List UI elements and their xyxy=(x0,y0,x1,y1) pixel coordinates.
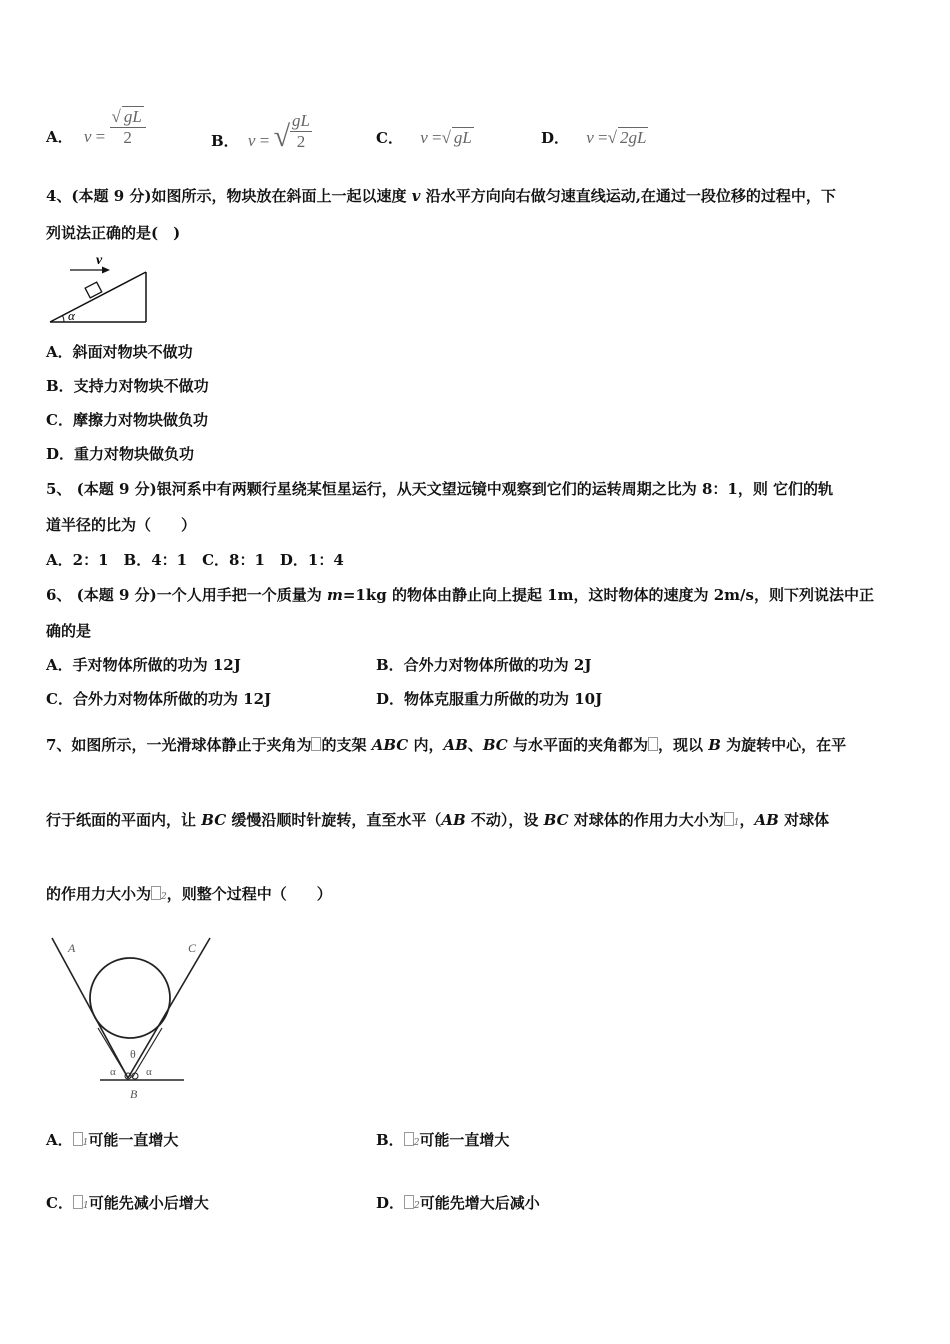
q3-option-a: A． v = $\frac{√ gL}{2}$ xyxy=(46,127,146,148)
q6-option-b: B．合外力对物体所做的功为 2J xyxy=(376,656,592,674)
q4-incline-figure xyxy=(46,250,156,328)
q7-option-c: C． 1可能先减小后增大 xyxy=(46,1194,209,1212)
q4-option-a: A．斜面对物块不做功 xyxy=(46,343,193,361)
placeholder-icon xyxy=(311,737,321,751)
formula-d: v =√ 2gL xyxy=(586,128,647,147)
q7-option-d: D． 2可能先增大后减小 xyxy=(376,1194,540,1212)
q7-option-a: A． 1可能一直增大 xyxy=(46,1131,179,1149)
placeholder-icon xyxy=(404,1132,414,1146)
q6-option-c: C．合外力对物体所做的功为 12J xyxy=(46,690,272,708)
placeholder-icon xyxy=(404,1195,414,1209)
q3-option-c: C． v =√ gL xyxy=(376,128,472,147)
q4-stem-line2: 列说法正确的是( ) xyxy=(46,224,181,242)
fig-label-alpha-right: α xyxy=(146,1066,152,1078)
placeholder-icon xyxy=(151,886,161,900)
q6-option-d: D．物体克服重力所做的功为 10J xyxy=(376,690,603,708)
q3-option-d: D． v =√ 2gL xyxy=(541,128,647,147)
fig-v-label: v xyxy=(96,253,103,268)
q5-stem-line2: 道半径的比为（ ） xyxy=(46,516,197,534)
placeholder-icon xyxy=(724,812,734,826)
fig-alpha-label: α xyxy=(68,308,75,323)
q4-stem-line1: 4、(本题 9 分)如图所示，物块放在斜面上一起以速度 v 沿水平方向向右做匀速直线运动,在通过一段位移的过程中，下 xyxy=(46,187,836,205)
q7-stem-line1: 7、如图所示，一光滑球体静止于夹角为 的支架 ABC 内，AB、BC 与水平面的夹角都为 ，现以 B 为旋转中心，在平 xyxy=(46,736,847,754)
q5-stem-line1: 5、 (本题 9 分)银河系中有两颗行星绕某恒星运行，从天文望远镜中观察到它们的运转周期之比为 8：1，则 它们的轨 xyxy=(46,480,834,498)
q3-option-b: B． v = √ $\frac{gL}{2}$ xyxy=(211,110,310,153)
q6-stem-line1: 6、 (本题 9 分)一个人用手把一个质量为 m=1kg 的物体由静止向上提起 1m，这时物体的速度为 2m/s，则下列说法中正 xyxy=(46,586,874,604)
formula-a: v = $\frac{√ gL}{2}$ xyxy=(84,127,146,146)
q4-option-c: C．摩擦力对物块做负功 xyxy=(46,411,208,429)
q4-option-d: D．重力对物块做负功 xyxy=(46,445,195,463)
fig-label-a: A xyxy=(68,941,76,955)
formula-b: v = √ $\frac{gL}{2}$ xyxy=(247,110,310,153)
fig-label-alpha-left: α xyxy=(110,1066,116,1078)
q6-stem-line2: 确的是 xyxy=(46,622,92,640)
fig-label-c: C xyxy=(188,941,197,955)
placeholder-icon xyxy=(73,1195,83,1209)
q5-options: A．2：1 B．4：1 C．8：1 D．1：4 xyxy=(46,551,344,569)
q7-stem-line3: 的作用力大小为 2，则整个过程中（ ） xyxy=(46,885,332,903)
formula-c: v =√ gL xyxy=(420,128,472,147)
q7-sphere-figure xyxy=(44,930,197,1102)
q6-option-a: A．手对物体所做的功为 12J xyxy=(46,656,241,674)
q4-option-b: B．支持力对物块不做功 xyxy=(46,377,209,395)
fig-label-b: B xyxy=(130,1087,138,1101)
placeholder-icon xyxy=(73,1132,83,1146)
q7-option-b: B． 2可能一直增大 xyxy=(376,1131,510,1149)
fig-label-theta: θ xyxy=(130,1047,136,1061)
placeholder-icon xyxy=(648,737,658,751)
q7-stem-line2: 行于纸面的平面内，让 BC 缓慢沿顺时针旋转，直至水平（AB 不动），设 BC 对球体的作用力大小为 1，AB 对球体 xyxy=(46,811,830,829)
